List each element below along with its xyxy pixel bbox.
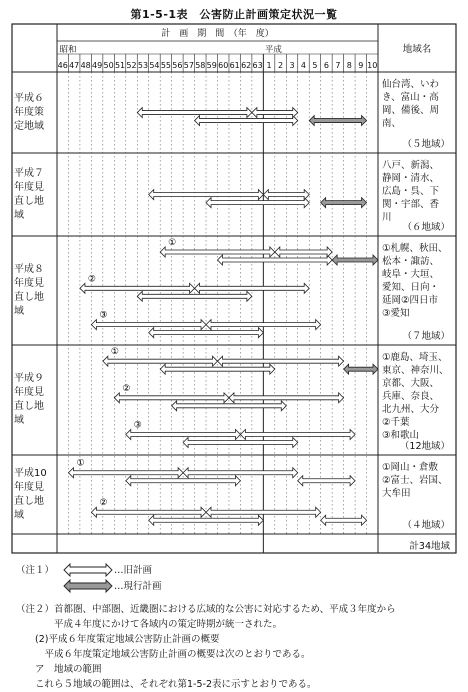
row-label-1 — [14, 167, 55, 223]
year-label-61: 61 — [229, 61, 240, 70]
old-plan-arrow — [183, 438, 298, 448]
region-list-0 — [382, 78, 454, 130]
region-name: ①札幌、秋田、 — [382, 243, 448, 254]
current-plan-arrow — [321, 198, 367, 208]
year-label-51: 51 — [114, 61, 126, 70]
legend-new-label: …現行計画 — [114, 581, 162, 592]
row-label-line: 平成10 — [14, 467, 47, 479]
region-name: 南、 — [382, 118, 402, 129]
year-label-8: 8 — [346, 61, 352, 70]
year-label-59: 59 — [206, 61, 217, 70]
region-name: 静岡・清水、 — [382, 173, 440, 184]
footnote-line: (2)平成６年度策定地域公害防止計画の概要 — [16, 634, 220, 645]
row-label-line: 域 — [14, 209, 24, 221]
row-label-line: 年度策 — [14, 106, 44, 118]
year-label-57: 57 — [183, 61, 194, 70]
row-label-line: 直し地 — [14, 195, 44, 207]
region-header: 地域名 — [402, 44, 432, 55]
row-label-3 — [14, 372, 55, 428]
row-label-line: 定地域 — [14, 120, 44, 132]
svg-text:①: ① — [76, 458, 85, 469]
region-count-0: （５地域） — [402, 139, 450, 150]
year-label-5: 5 — [312, 61, 318, 70]
year-label-47: 47 — [69, 61, 80, 70]
legend-old-label: …旧計画 — [114, 565, 153, 576]
current-plan-arrow — [344, 364, 378, 374]
old-plan-arrow — [195, 116, 298, 126]
region-name: 愛知、日向・ — [382, 282, 440, 293]
row-label-line: 平成９ — [14, 373, 44, 384]
region-name: 松本・諏訪、 — [382, 256, 440, 267]
region-name: 岐阜・大垣、 — [382, 269, 440, 280]
row-label-line: 直し地 — [14, 291, 44, 303]
old-plan-arrow — [263, 190, 309, 200]
year-label-56: 56 — [172, 61, 183, 70]
region-count-4: （４地域） — [402, 520, 450, 531]
region-name: 川 — [382, 212, 392, 223]
svg-text:③: ③ — [133, 420, 142, 431]
row-label-line: 平成８ — [14, 263, 44, 275]
year-label-53: 53 — [137, 61, 149, 70]
year-label-52: 52 — [126, 61, 137, 70]
legend-old-arrow — [64, 564, 112, 576]
svg-text:③: ③ — [99, 310, 108, 321]
svg-text:②: ② — [87, 274, 97, 285]
region-name: 兵庫、奈良、 — [382, 391, 440, 402]
row-label-line: 年度見 — [14, 387, 44, 398]
year-label-7: 7 — [335, 61, 341, 70]
region-list-2 — [382, 242, 454, 320]
region-name: ①岡山・倉敷 — [382, 462, 439, 473]
legend-new-arrow — [64, 580, 112, 592]
region-name: 岡、備後、周 — [382, 105, 440, 116]
old-plan-arrow — [149, 190, 264, 200]
region-name: ②千葉 — [382, 417, 410, 428]
svg-text:①: ① — [168, 237, 177, 248]
region-name: 関・宇部、香 — [382, 199, 440, 210]
row-label-0 — [14, 92, 55, 134]
region-list-3 — [382, 351, 454, 442]
svg-text:①: ① — [110, 347, 119, 358]
region-list-1 — [382, 159, 454, 224]
row-label-line: 年度見 — [14, 277, 44, 289]
era-showa-label: 昭和 — [59, 45, 77, 55]
year-label-6: 6 — [323, 61, 329, 70]
region-name: 東京、神奈川、 — [382, 365, 449, 376]
region-count-3: （12地域） — [399, 441, 450, 452]
row-label-line: 年度見 — [14, 181, 44, 193]
old-plan-arrow — [126, 421, 241, 440]
year-label-10: 10 — [367, 61, 378, 70]
year-label-1: 1 — [266, 61, 272, 70]
table-title: 第1-5-1表 公害防止計画策定状況一覧 — [130, 8, 338, 21]
region-name: 北九州、大分 — [382, 404, 440, 415]
era-heisei-label: 平成 — [264, 45, 282, 55]
row-label-line: 平成７ — [14, 167, 44, 179]
year-label-46: 46 — [57, 61, 68, 70]
row-label-4 — [14, 467, 55, 523]
old-plan-arrow — [275, 247, 332, 257]
year-label-2: 2 — [278, 61, 284, 70]
footnote-line: これら５地域の範囲は、それぞれ第1-5-2表に示すとおりである。 — [16, 679, 317, 690]
region-count-2: （７地域） — [402, 331, 450, 342]
region-name: ③愛知 — [382, 308, 410, 319]
footnote-line: 平成６年度策定地域公害防止計画の概要は次のとおりである。 — [16, 649, 311, 660]
old-plan-arrow — [298, 476, 355, 486]
year-label-55: 55 — [160, 61, 172, 70]
footnote-line: 平成４年度にかけて各域内の策定時期が統一された。 — [16, 619, 283, 630]
region-name: ①鹿島、埼玉、 — [382, 352, 448, 363]
year-label-48: 48 — [80, 61, 91, 70]
region-name: き、富山・高 — [382, 92, 439, 103]
year-label-50: 50 — [103, 61, 114, 70]
year-label-49: 49 — [92, 61, 103, 70]
region-name: ②富士、岩国、 — [382, 475, 448, 486]
footnote-line: （注２）首都圏、中部圏、近畿圏における広域的な公害に対応するため、平成３年度から — [16, 604, 396, 615]
year-label-60: 60 — [218, 61, 229, 70]
current-plan-arrow — [309, 116, 366, 126]
row-label-line: 域 — [14, 509, 24, 521]
year-label-9: 9 — [358, 61, 364, 70]
region-name: 大牟田 — [382, 488, 411, 499]
year-label-3: 3 — [289, 61, 295, 70]
period-header: 計 画 期 間 （年 度） — [161, 29, 274, 39]
region-name: 八戸、新潟、 — [382, 160, 440, 171]
region-name: 延岡②四日市 — [382, 295, 439, 306]
old-plan-arrow — [240, 430, 355, 440]
total-count: 計34地域 — [409, 541, 450, 552]
row-label-line: 年度見 — [14, 481, 44, 493]
region-count-1: （６地域） — [402, 222, 450, 233]
old-plan-arrow — [206, 198, 309, 208]
legend-prefix: （注１） — [16, 565, 55, 576]
region-name: 京都、大阪、 — [382, 378, 440, 389]
row-label-line: 平成６ — [14, 92, 44, 104]
year-label-54: 54 — [149, 61, 160, 70]
year-label-62: 62 — [241, 61, 252, 70]
row-label-line: 域 — [14, 415, 24, 426]
row-label-2 — [14, 263, 55, 319]
footnote-line: ア 地域の範囲 — [16, 664, 102, 675]
year-label-58: 58 — [195, 61, 206, 70]
region-name: ③和歌山 — [382, 430, 420, 441]
region-list-4 — [382, 461, 454, 500]
svg-text:②: ② — [122, 383, 131, 394]
row-label-line: 域 — [14, 305, 24, 317]
row-label-line: 直し地 — [14, 401, 44, 412]
year-label-4: 4 — [300, 61, 307, 70]
year-label-63: 63 — [252, 61, 263, 70]
region-name: 仙台湾、いわ — [382, 79, 440, 90]
svg-text:②: ② — [99, 498, 108, 509]
region-name: 広島・呉、下 — [382, 186, 440, 197]
row-label-line: 直し地 — [14, 495, 44, 507]
old-plan-arrow — [218, 356, 344, 366]
